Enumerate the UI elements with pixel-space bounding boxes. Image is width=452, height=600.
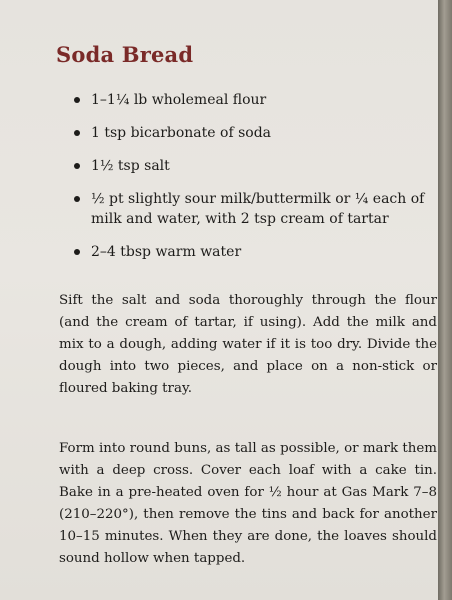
bullet-icon	[74, 97, 80, 103]
method-paragraph-1: Sift the salt and soda thoroughly through the flour (and the cream of tartar, if using). Add the milk and mix to a dough, adding water if it is too dry. Divide the dough into two pieces, and place on a non-stick or floured baking tray.	[59, 293, 437, 396]
ingredient-list	[60, 90, 430, 275]
recipe-title: Soda Bread	[56, 42, 194, 67]
bullet-icon	[74, 163, 80, 169]
bullet-icon	[74, 196, 80, 202]
ingredient-item	[60, 90, 430, 110]
ingredient-item	[60, 189, 430, 229]
ingredient-text: ½ pt slightly sour milk/buttermilk or ¼ each of milk and water, with 2 tsp cream of tartar	[91, 191, 425, 227]
ingredient-text: 1½ tsp salt	[91, 158, 170, 174]
ingredient-item	[60, 123, 430, 143]
ingredient-text: 1–1¼ lb wholemeal flour	[91, 92, 267, 108]
ingredient-item	[60, 156, 430, 176]
ingredient-text: 2–4 tbsp warm water	[91, 244, 242, 260]
ingredient-item	[60, 242, 430, 262]
method-paragraph-2: Form into round buns, as tall as possible, or mark them with a deep cross. Cover each loaf with a cake tin. Bake in a pre-heated oven for ½ hour at Gas Mark 7–8 (210–220°), then remove the tins and back for another 10–15 minutes. When they are done, the loaves should sound hollow when tapped.	[59, 441, 437, 566]
bullet-icon	[74, 130, 80, 136]
bullet-icon	[74, 249, 80, 255]
ingredient-text: 1 tsp bicarbonate of soda	[91, 125, 271, 141]
book-spine	[438, 0, 452, 600]
